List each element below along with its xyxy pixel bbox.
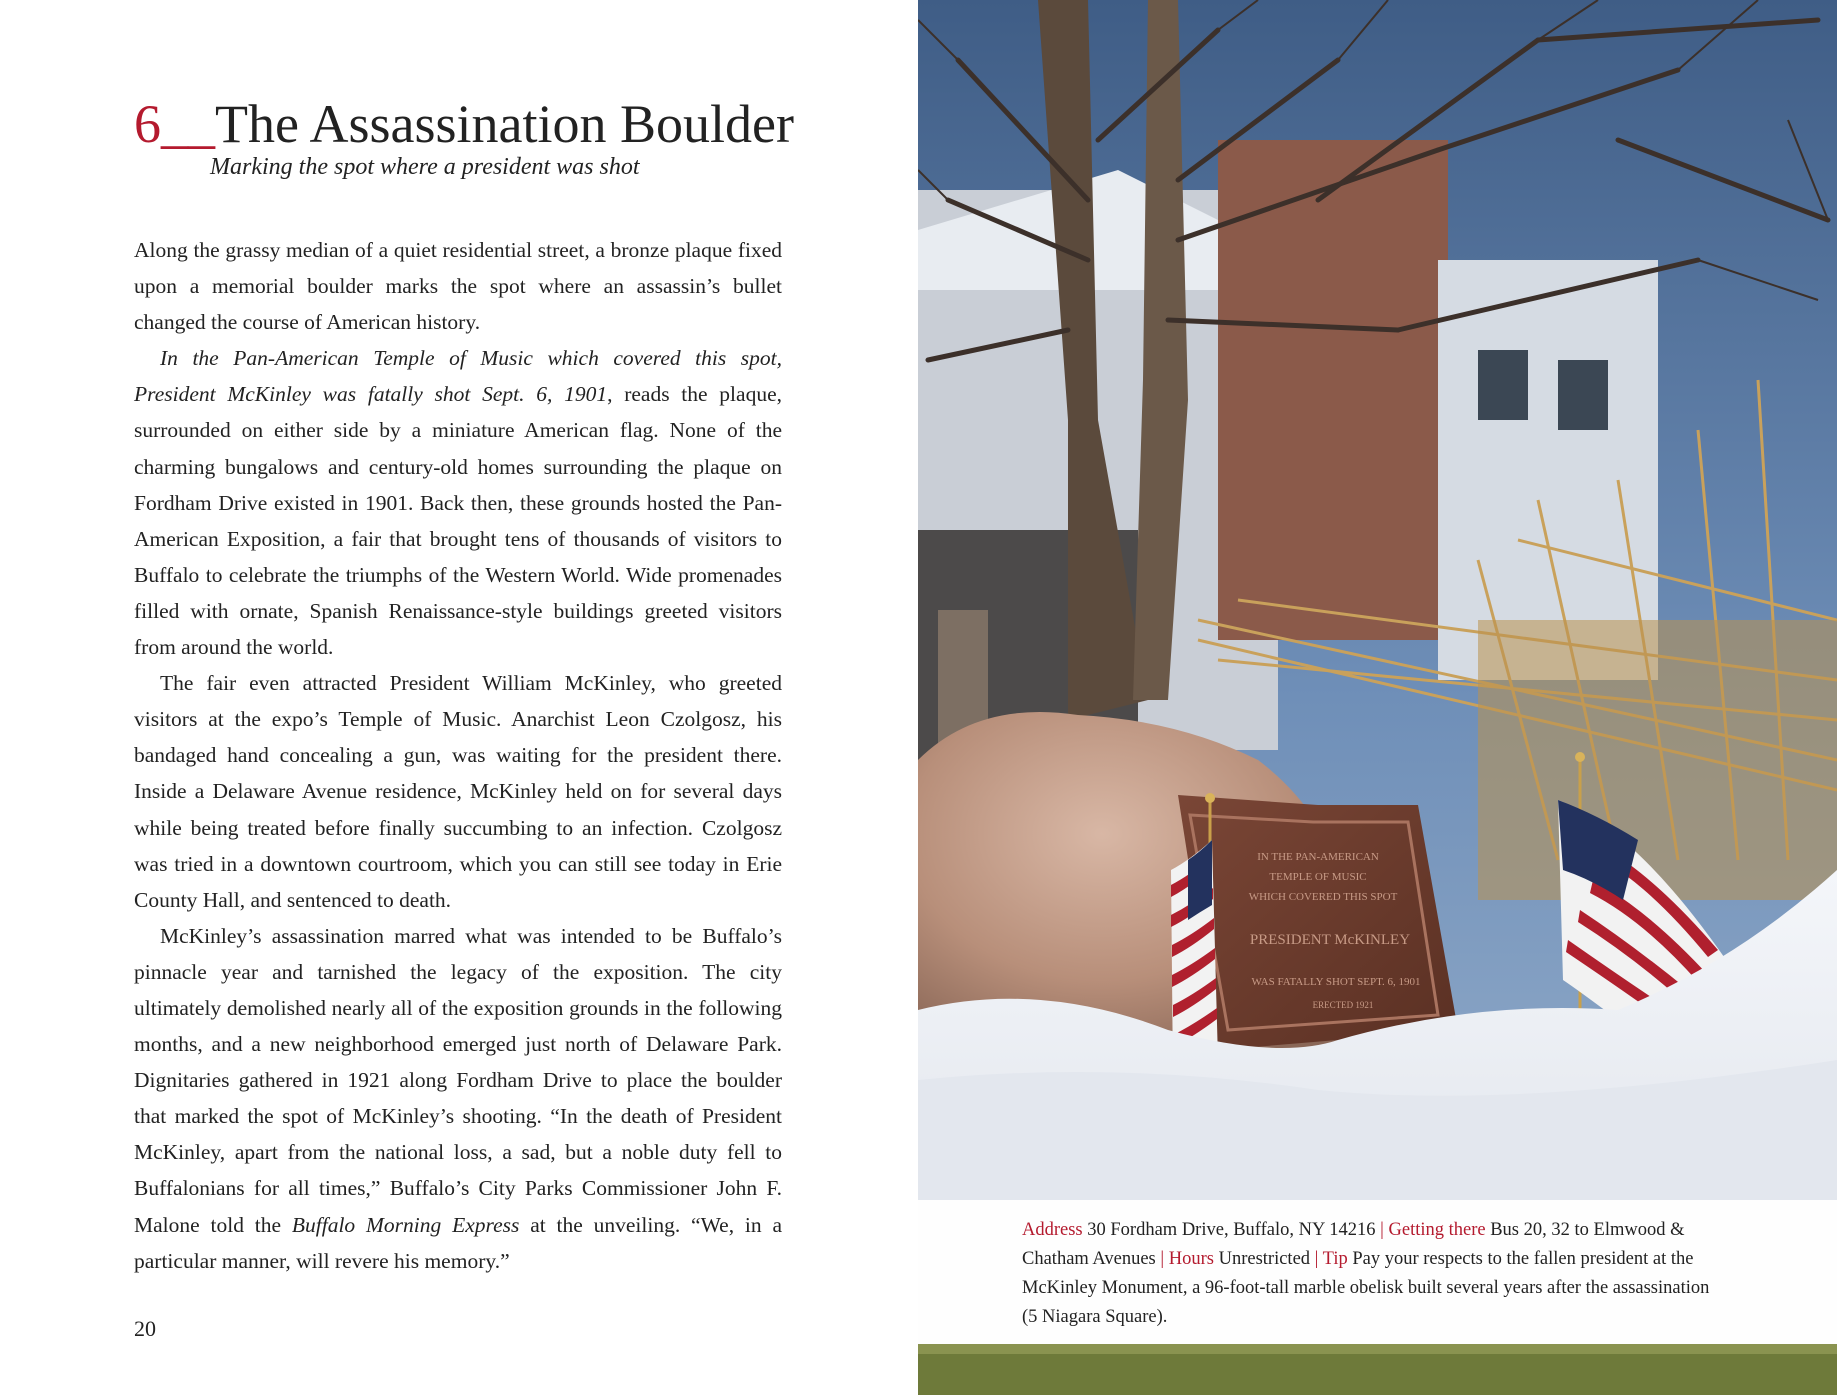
info-box — [918, 1200, 1837, 1344]
chapter-dash: __ — [161, 94, 215, 154]
separator: | — [1160, 1249, 1165, 1269]
hours-label: Hours — [1168, 1249, 1214, 1269]
getting-there-label: Getting there — [1388, 1220, 1486, 1240]
chapter-title: The Assassination Boulder — [215, 94, 794, 154]
plaque-line-6: ERECTED 1921 — [1312, 1000, 1374, 1010]
paragraph-4-start: McKinley’s assassination marred what was intended to be Buffalo’s pinnacle year and tarnished the legacy of the exposition. The city ultimately demolished nearly all of the exposition grounds in the following months, and a new neighborhood emerged just north of Delaware Park. Dignitaries gathered in 1921 along Fordham Drive to place the boulder that marked the spot of McKinley’s shooting. “In the death of President McKinley, apart from the national loss, a sad, but a noble duty fell to Buffalonians for all times,” Buffalo’s City Parks Commissioner John F. Malone told the — [134, 923, 782, 1237]
separator: | — [1380, 1220, 1384, 1240]
paragraph-3: The fair even attracted President William McKinley, who greeted visitors at the expo’s Temple of Music. Anarchist Leon Czolgosz, his bandaged hand concealing a gun, was waiting for the president there. Inside a Delaware Avenue residence, McKinley held on for several days while being treated before finally succumbing to an infection. Czolgosz was tried in a downtown courtroom, which you can still see today in Erie County Hall, and sentenced to death. — [134, 671, 782, 912]
plaque-line-1: IN THE PAN-AMERICAN — [1257, 851, 1379, 863]
plaque-line-3: WHICH COVERED THIS SPOT — [1248, 891, 1398, 903]
plaque-quote: In the Pan-American Temple of Music which covered this spot, President McKinley was fatally shot Sept. 6, 1901 — [134, 346, 782, 407]
info-caption — [1022, 1216, 1722, 1332]
tip-value: Pay your respects to the fallen president at the McKinley Monument, a 96-foot-tall marble obelisk built several years after the assassination (5 Niagara Square). — [1022, 1249, 1710, 1327]
paragraph-2-text: , reads the plaque, surrounded on either side by a miniature American flag. None of the charming bungalows and century-old homes surrounding the plaque on Fordham Drive existed in 1901. Back then, these grounds hosted the Pan-American Exposition, a fair that brought tens of thousands of visitors to Buffalo to celebrate the triumphs of the Western World. Wide promenades filled with ornate, Spanish Renaissance-style buildings greeted visitors from around the world. — [134, 382, 782, 660]
plaque-line-4: PRESIDENT McKINLEY — [1249, 932, 1411, 948]
paragraph-1: Along the grassy median of a quiet residential street, a bronze plaque fixed upon a memorial boulder marks the spot where an assassin’s bullet changed the course of American history. — [134, 238, 782, 335]
getting-there-value: Bus 20, 32 to Elmwood & Chatham Avenues — [1022, 1220, 1685, 1269]
address-label: Address — [1022, 1220, 1083, 1240]
paragraph-2 — [134, 340, 782, 665]
plaque-line-5: WAS FATALLY SHOT SEPT. 6, 1901 — [1251, 976, 1421, 988]
separator: | — [1314, 1249, 1319, 1269]
paragraph-4 — [134, 918, 782, 1279]
plaque-line-2: TEMPLE OF MUSIC — [1269, 871, 1367, 883]
chapter-number: 6 — [134, 94, 161, 154]
boulder-photo — [918, 0, 1837, 1395]
body-text — [134, 232, 782, 1279]
chapter-subtitle: Marking the spot where a president was shot — [210, 154, 640, 180]
right-page — [918, 0, 1837, 1395]
newspaper-name: Buffalo Morning Express — [291, 1212, 520, 1237]
address-value: 30 Fordham Drive, Buffalo, NY 14216 — [1082, 1220, 1381, 1240]
hours-value: Unrestricted — [1213, 1249, 1315, 1269]
left-page — [0, 0, 918, 1395]
page-number: 20 — [134, 1316, 156, 1341]
paragraph-4-end: at the unveiling. “We, in a particular manner, will revere his memory.” — [134, 1212, 782, 1273]
chapter-heading — [134, 92, 794, 156]
tip-label: Tip — [1322, 1249, 1348, 1269]
